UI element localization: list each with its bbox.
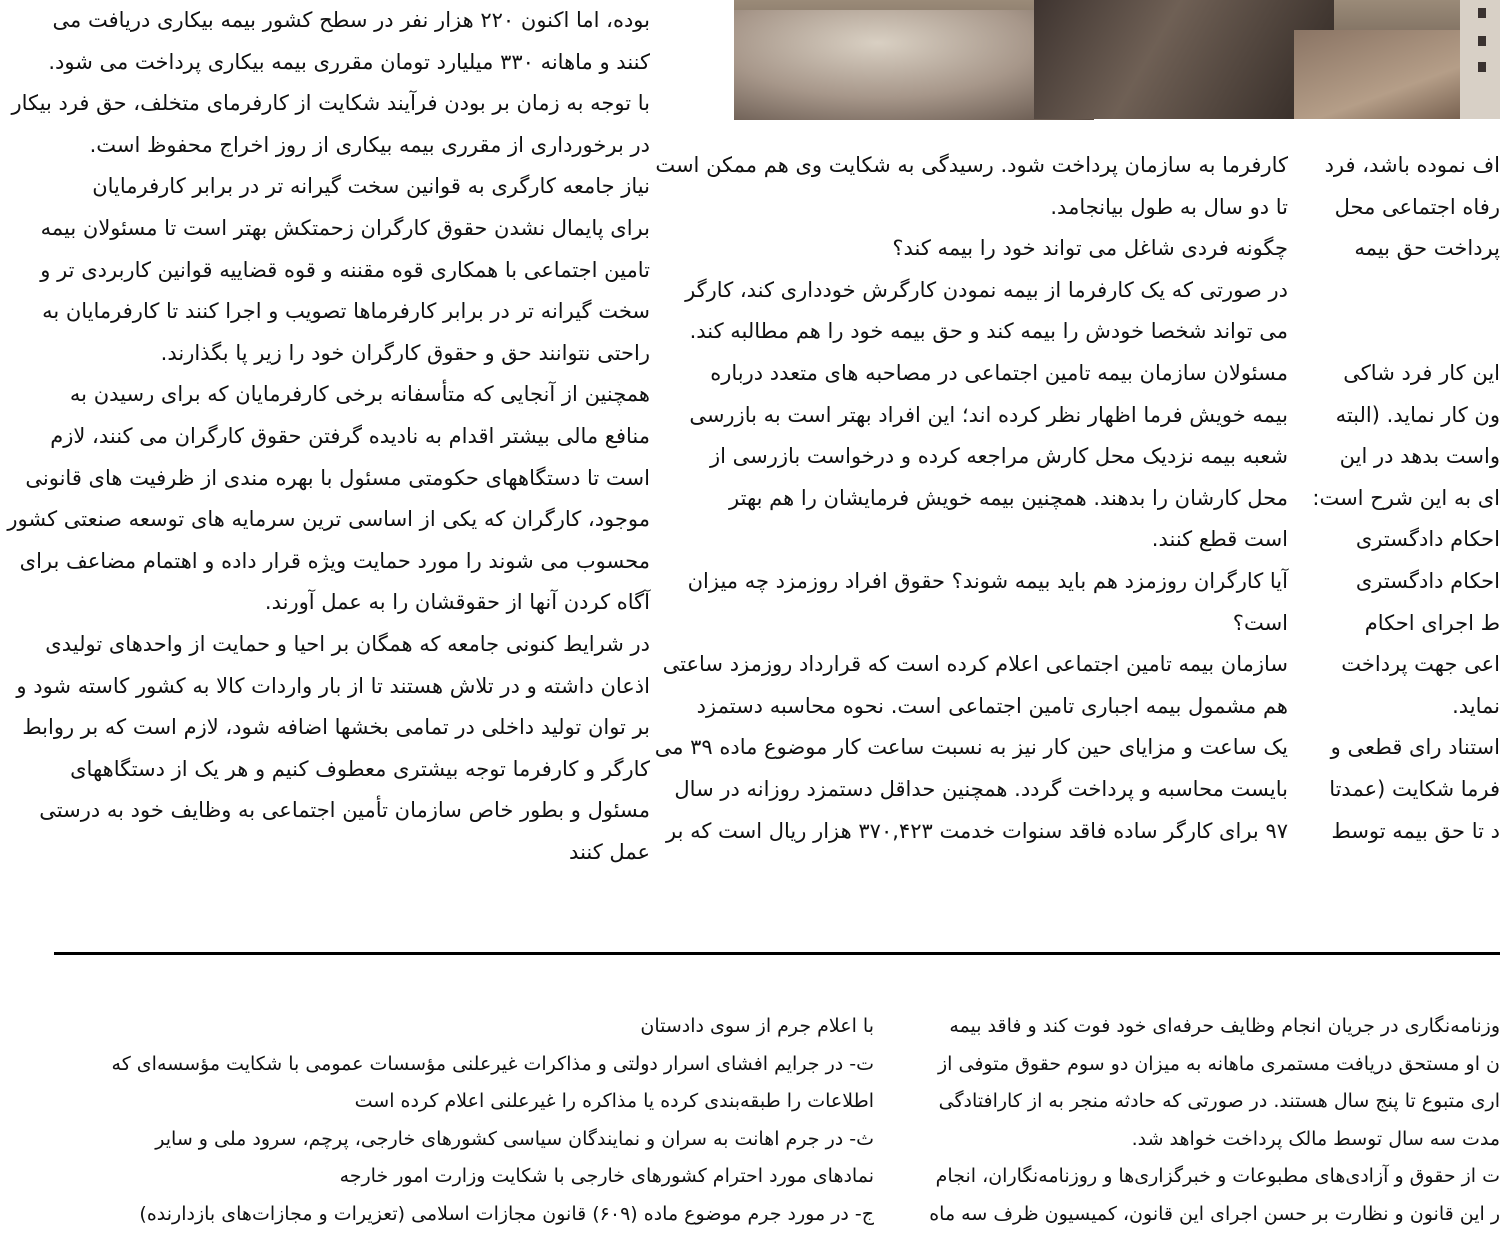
article-photo (734, 0, 1500, 119)
text-line: منافع مالی بیشتر اقدام به نادیده گرفتن حقوق کارگران می کنند، لازم (50, 423, 650, 448)
text-line: برای پایمال نشدن حقوق کارگران زحمتکش بهتر است تا مسئولان بیمه (40, 215, 650, 240)
text-line: نمادهای مورد احترام کشورهای خارجی با شکایت وزارت امور خارجه (339, 1165, 874, 1187)
text-line: احکام دادگستری (1355, 568, 1500, 593)
text-line: احکام دادگستری (1355, 527, 1500, 552)
article-column-left (7, 0, 650, 873)
text-line: ط اجرای احکام (1364, 610, 1500, 635)
text-line: موجود، کارگران که یکی از اساسی ترین سرمایه های توسعه صنعتی کشور (7, 507, 650, 532)
text-line: واست بدهد در این (1339, 444, 1500, 469)
text-line: ث- در جرم اهانت به سران و نمایندگان سیاسی کشورهای خارجی، پرچم، سرود ملی و سایر (155, 1127, 874, 1150)
text-line: است؟ (1232, 610, 1288, 635)
text-line: شعبه بیمه نزدیک محل کارش مراجعه کرده و درخواست بازرسی از (709, 444, 1288, 469)
article-column-middle (654, 145, 1288, 852)
text-line: با توجه به زمان بر بودن فرآیند شکایت از کارفرمای متخلف، حق فرد بیکار (11, 91, 650, 116)
text-line: است تا دستگاههای حکومتی مسئول با بهره مندی از ظرفیت های قانونی (25, 465, 650, 490)
text-line (1336, 270, 1500, 312)
text-line: پرداخت حق بیمه (1354, 236, 1500, 261)
text-line: کارفرما به سازمان پرداخت شود. رسیدگی به شکایت وی هم ممکن است (655, 153, 1288, 177)
text-line: محل کارشان را بدهند. همچنین بیمه خویش فرمایشان را هم بهتر (729, 485, 1288, 510)
bottom-article-column-right-cut (910, 1008, 1500, 1233)
text-line: است قطع کنند. (1151, 527, 1288, 552)
text-line: بیمه خویش فرما اظهار نظر کرده اند؛ این افراد بهتر است به بازرسی (689, 402, 1288, 427)
text-line: کارگر و کارفرما توجه بیشتری معطوف کنیم و هر یک از دستگاههای (70, 756, 650, 781)
text-line: بایست محاسبه و پرداخت گردد. همچنین حداقل دستمزد روزانه در سال (674, 776, 1288, 801)
text-line: چگونه فردی شاغل می تواند خود را بیمه کند؟ (892, 236, 1288, 261)
text-line: ای به این شرح است: (1312, 485, 1500, 510)
text-line: این کار فرد شاکی (1343, 360, 1500, 385)
text-line: د تا حق بیمه توسط (1331, 818, 1500, 843)
text-line: با اعلام جرم از سوی دادستان (640, 1015, 874, 1037)
text-line: محسوب می شوند را مورد حمایت ویژه قرار داده و اهتمام مضاعف برای (19, 548, 650, 573)
text-line: ج- در مورد جرم موضوع ماده (۶۰۹) قانون مجازات اسلامی (تعزیرات و مجازات‌های بازدارنده) (139, 1202, 874, 1225)
text-line: تامین اجتماعی با همکاری قوه مقننه و قوه قضاییه قوانین کاربردی تر و (40, 257, 650, 282)
text-line: مسئول و بطور خاص سازمان تأمین اجتماعی به وظایف خود به درستی (39, 798, 650, 823)
bottom-article-column-left (74, 1008, 874, 1233)
text-line: نماید. (1452, 693, 1500, 718)
text-line: اف نموده باشد، فرد (1324, 153, 1500, 177)
text-line: ن او مستحق دریافت مستمری ماهانه به میزان دو سوم حقوق متوفی از (937, 1052, 1500, 1075)
text-line: آگاه کردن آنها از حقوقشان را به عمل آورند. (264, 590, 650, 615)
text-line: وزنامه‌نگاری در جریان انجام وظایف حرفه‌ای خود فوت کند و فاقد بیمه (949, 1015, 1500, 1037)
text-line: اطلاعات را طبقه‌بندی کرده یا مذاکره را غیرعلنی اعلام کرده است (354, 1090, 874, 1112)
text-line: هم مشمول بیمه اجباری تامین اجتماعی است. نحوه محاسبه دستمزد (696, 693, 1288, 718)
text-line: سازمان بیمه تامین اجتماعی اعلام کرده است که قرارداد روزمزد ساعتی (662, 652, 1288, 677)
text-line: ر این قانون و نظارت بر حسن اجرای این قانون، کمیسیون ظرف سه ماه (929, 1202, 1500, 1225)
text-line: راحتی نتوانند حق و حقوق کارگران خود را زیر پا بگذارند. (160, 340, 650, 365)
article-column-right-cut (1312, 145, 1500, 852)
text-line: ت- در جرایم افشای اسرار دولتی و مذاکرات غیرعلنی مؤسسات عمومی با شکایت مؤسسه‌ای که (111, 1052, 874, 1075)
text-line: ون کار نماید. (البته (1335, 402, 1500, 427)
text-line: یک ساعت و مزایای حین کار نیز به نسبت ساعت کار موضوع ماده ۳۹ می (654, 735, 1288, 760)
text-line: رفاه اجتماعی محل (1334, 194, 1500, 219)
text-line: اری متبوع تا پنج سال هستند. در صورتی که حادثه منجر به از کارافتادگی (938, 1090, 1500, 1112)
text-line: مسئولان سازمان بیمه تامین اجتماعی در مصاحبه های متعدد درباره (710, 360, 1288, 385)
text-line: عمل کنند (569, 839, 650, 864)
text-line: بوده، اما اکنون ۲۲۰ هزار نفر در سطح کشور بیمه بیکاری دریافت می (52, 8, 650, 32)
text-line: آیا کارگران روزمزد هم باید بیمه شوند؟ حقوق افراد روزمزد چه میزان (687, 568, 1288, 593)
text-line: نیاز جامعه کارگری به قوانین سخت گیرانه تر در برابر کارفرمایان (92, 174, 650, 199)
text-line: می تواند شخصا خودش را بیمه کند و حق بیمه خود را هم مطالبه کند. (689, 319, 1288, 344)
text-line: تا دو سال به طول بیانجامد. (1050, 194, 1288, 219)
text-line: سخت گیرانه تر در برابر کارفرماها تصویب و اجرا کنند تا کارفرمایان به (42, 299, 650, 324)
section-divider (54, 952, 1500, 955)
text-line: در صورتی که یک کارفرما از بیمه نمودن کارگرش خودداری کند، کارگر (685, 277, 1288, 302)
text-line: مدت سه سال توسط مالک پرداخت خواهد شد. (1131, 1127, 1500, 1150)
text-line: فرما شکایت (عمدتا (1329, 776, 1500, 801)
text-line: اذعان داشته و در تلاش هستند تا از بار واردات کالا به کشور کاسته شود و (16, 673, 650, 698)
text-line: استناد رای قطعی و (1330, 735, 1500, 760)
text-line: در برخورداری از مقرری بیمه بیکاری از روز اخراج محفوظ است. (89, 132, 650, 157)
text-line: کنند و ماهانه ۳۳۰ میلیارد تومان مقرری بیمه بیکاری پرداخت می شود. (48, 49, 650, 74)
text-line: در شرایط کنونی جامعه که همگان بر احیا و حمایت از واحدهای تولیدی (45, 631, 650, 656)
text-line: اعی جهت پرداخت (1341, 652, 1500, 677)
text-line: ۹۷ برای کارگر ساده فاقد سنوات خدمت ۳۷۰,۴۲۳ هزار ریال است که بر (666, 818, 1288, 843)
text-line: ت از حقوق و آزادی‌های مطبوعات و خبرگزاری‌ها و روزنامه‌نگاران، انجام (935, 1165, 1500, 1187)
text-line: همچنین از آنجایی که متأسفانه برخی کارفرمایان که برای رسیدن به (69, 382, 650, 407)
text-line: بر توان تولید داخلی در تمامی بخشها اضافه شود، لازم است که بر روابط (22, 715, 650, 740)
text-line (1336, 311, 1500, 353)
